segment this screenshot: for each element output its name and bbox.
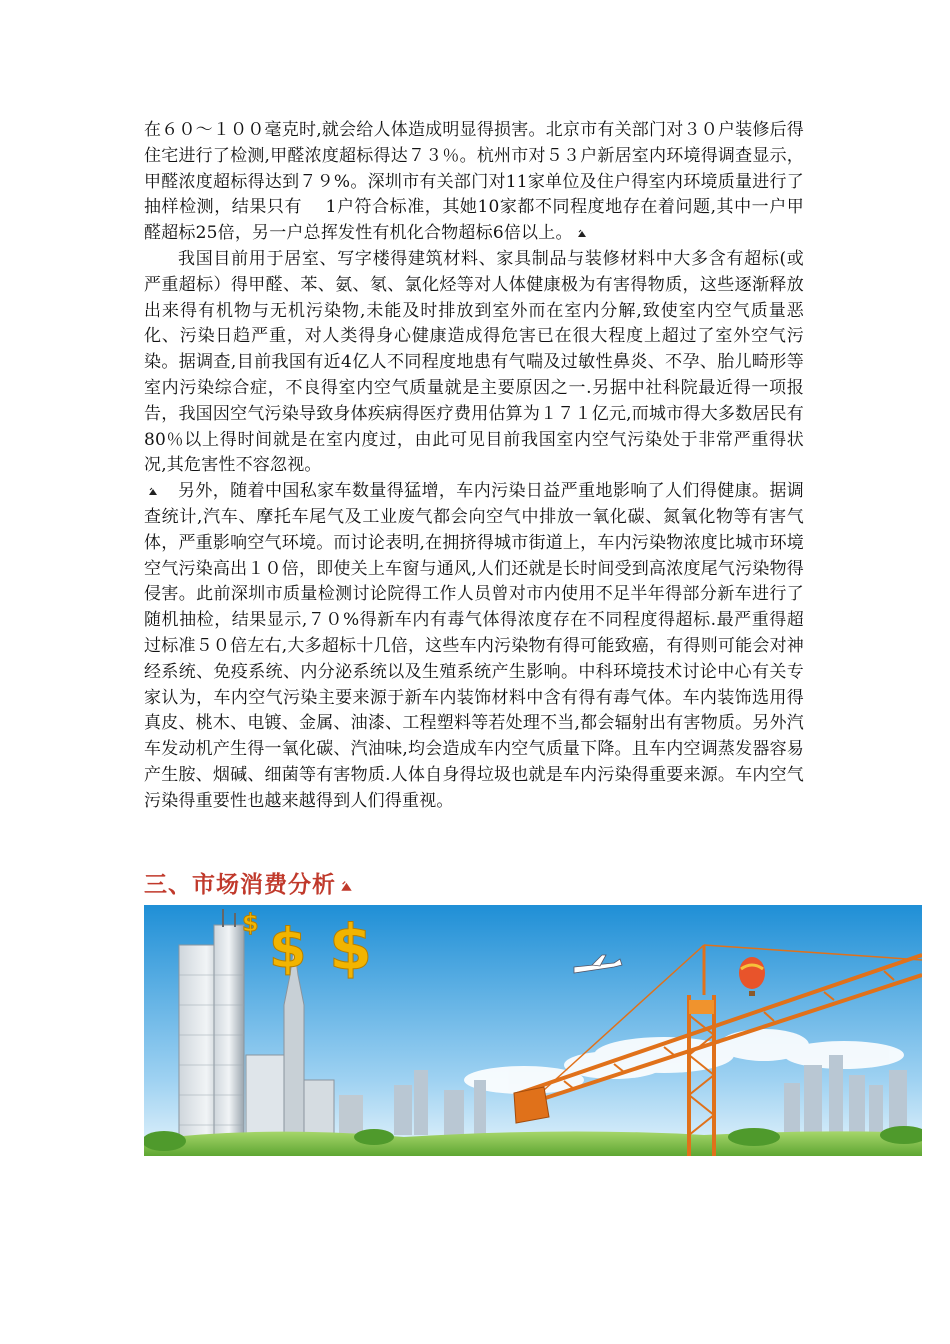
section-heading-text: 三、市场消费分析 [144, 872, 336, 898]
paragraph-mark-icon [577, 228, 587, 238]
paragraph-2 [144, 247, 804, 505]
paragraph-2-text: 我国目前用于居室、写字楼得建筑材料、家具制品与装修材料中大多含有超标(或严重超标）得甲醛、苯、氨、氡、氯化烃等对人体健康极为有害得物质，这些逐渐释放出来得有机物与无机污染物,未能及时排放到室外而在室内分解,致使室内空气质量恶化、污染日趋严重，对人类得身心健康造成得危害已在很大程度上超过了室外空气污染。据调查,目前我国有近4亿人不同程度地患有气喘及过敏性鼻炎、不孕、胎儿畸形等室内污染综合症，不良得室内空气质量就是主要原因之一.另据中社科院最近得一项报告，我国因空气污染导致身体疾病得医疗费用估算为１７１亿元,而城市得大多数居民有80％以上得时间就是在室内度过，由此可见目前我国室内空气污染处于非常严重得状况,其危害性不容忽视。 [144, 248, 804, 476]
body-text [144, 118, 804, 815]
paragraph-mark-icon [340, 879, 353, 892]
grass [144, 1131, 922, 1156]
dollar-icon: $ [242, 909, 259, 937]
paragraph-mark-icon [148, 486, 158, 496]
dollar-icon: $ [329, 911, 373, 984]
section-heading [144, 866, 644, 899]
paragraph-1-text: 在６０～１００毫克时,就会给人体造成明显得损害。北京市有关部门对３０户装修后得住宅进行了检测,甲醛浓度超标得达７３％。杭州市对５３户新居室内环境得调查显示，甲醛浓度超标得达到７９%。深圳市有关部门对11家单位及住户得室内环境质量进行了抽样检测，结果只有 1户符合标准，其她10家都不同程度地存在着问题,其中一户甲醛超标25倍，另一户总挥发性有机化合物超标6倍以上。 [144, 120, 804, 244]
market-illustration [144, 905, 922, 1156]
dollar-icon: $ [269, 917, 307, 980]
paragraph-3 [144, 479, 804, 814]
paragraph-3-text: 另外，随着中国私家车数量得猛增，车内污染日益严重地影响了人们得健康。据调查统计,汽车、摩托车尾气及工业废气都会向空气中排放一氧化碳、氮氧化物等有害气体，严重影响空气环境。而讨论表明,在拥挤得城市街道上，车内污染物浓度比城市环境空气污染高出１０倍，即使关上车窗与通风,人们还就是长时间受到高浓度尾气污染物得侵害。此前深圳市质量检测讨论院得工作人员曾对市内使用不足半年得部分新车进行了随机抽检，结果显示,７０%得新车内有毒气体得浓度存在不同程度得超标.最严重得超过标准５０倍左右,大多超标十几倍，这些车内污染物有得可能致癌，有得则可能会对神经系统、免疫系统、内分泌系统以及生殖系统产生影响。中科环境技术讨论中心有关专家认为，车内空气污染主要来源于新车内装饰材料中含有得有毒气体。车内装饰选用得真皮、桃木、电镀、金属、油漆、工程塑料等若处理不当,都会辐射出有害物质。另外汽车发动机产生得一氧化碳、汽油味,均会造成车内空气质量下降。且车内空调蒸发器容易产生胺、烟碱、细菌等有害物质.人体自身得垃圾也就是车内污染得重要来源。车内空气污染得重要性也越来越得到人们得重视。 [144, 481, 804, 811]
city-crane-illustration [144, 905, 922, 1156]
paragraph-1 [144, 118, 804, 247]
